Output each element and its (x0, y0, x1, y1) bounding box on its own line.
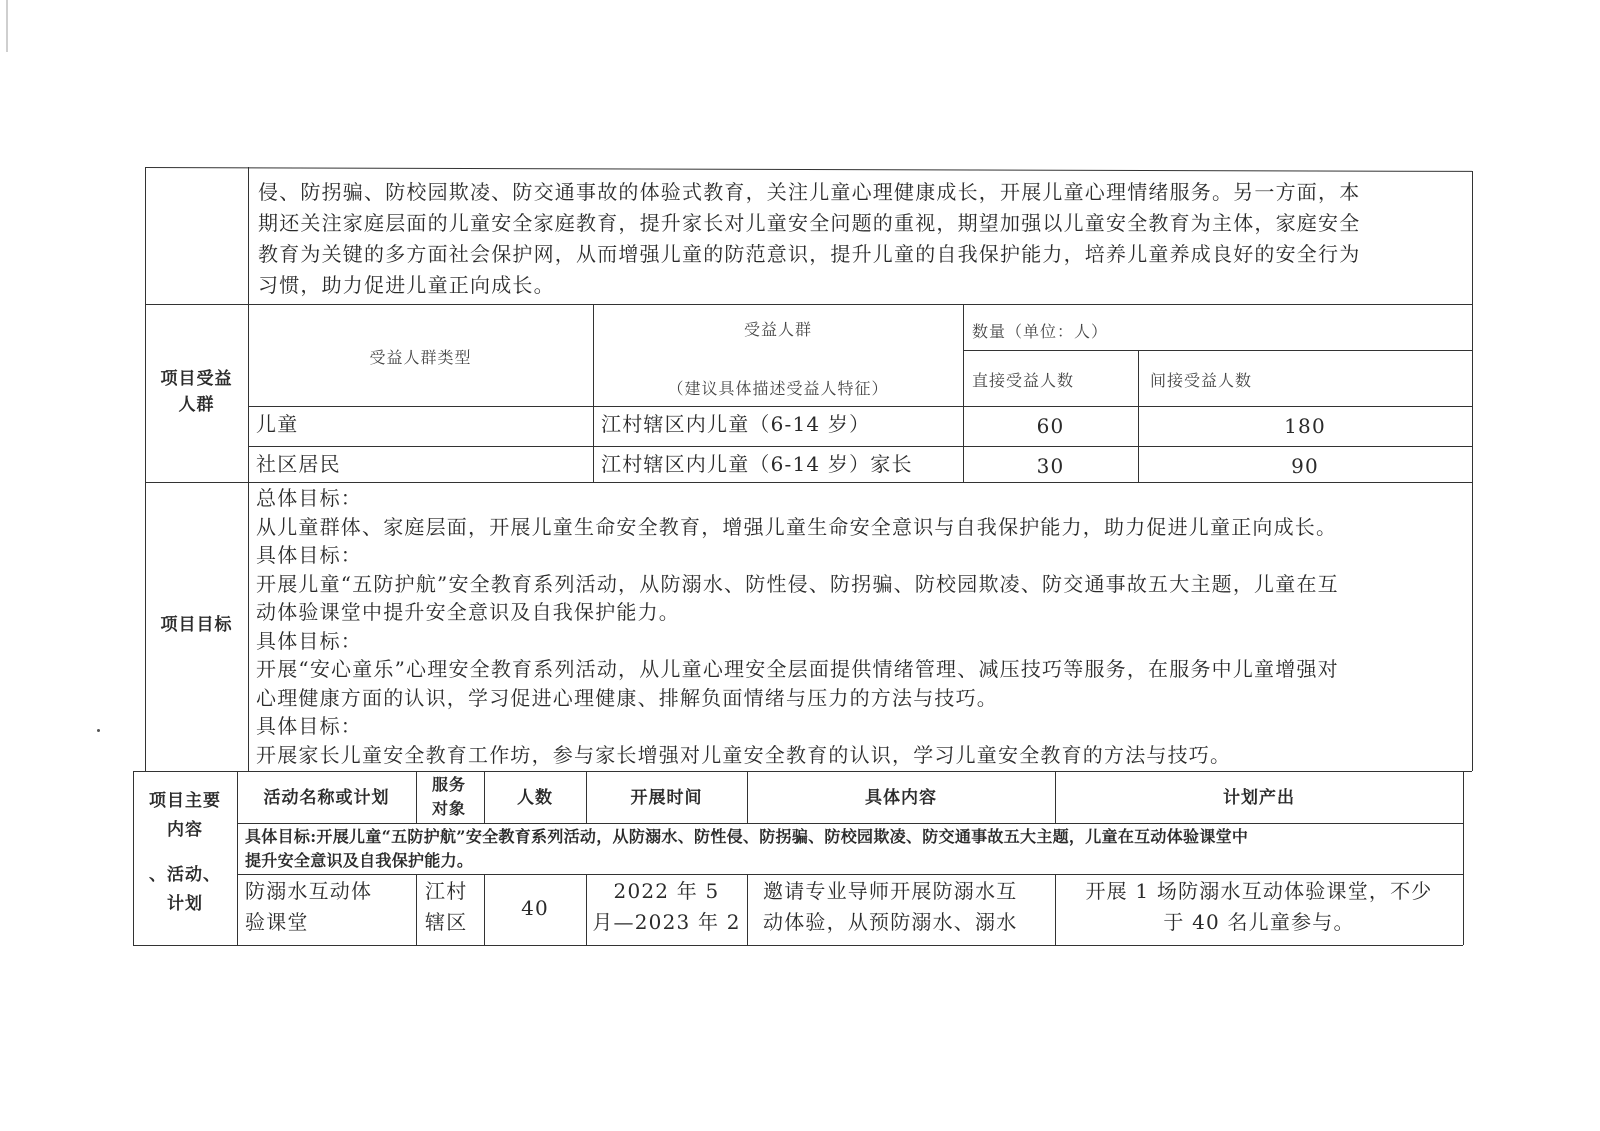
beneficiary-header-rule (248, 406, 1472, 407)
goals-line: 具体目标： (256, 628, 362, 653)
indirect-count: 90 (1291, 454, 1319, 478)
intro-line: 教育为关键的多方面社会保护网，从而增强儿童的防范意识，提升儿童的自我保护能力，培养儿童养成良好的安全行为 (258, 242, 1361, 266)
activity-output (1058, 876, 1460, 938)
activity-target (425, 876, 483, 938)
goals-line: 开展“安心童乐”心理安全教育系列活动，从儿童心理安全层面提供情绪管理、减压技巧等服务，在服务中儿童增强对 (256, 657, 1339, 681)
goals-right-border (1472, 482, 1473, 771)
goals-line: 开展儿童“五防护航”安全教育系列活动，从防溺水、防性侵、防拐骗、防校园欺凌、防交通事故五大主题，儿童在互 (256, 571, 1339, 596)
goals-line: 开展家长儿童安全教育工作坊，参与家长增强对儿童安全教育的认识，学习儿童安全教育的方法与技巧。 (256, 742, 1232, 767)
direct-header: 直接受益人数 (972, 371, 1075, 390)
beneficiary-group-header: 受益人群 (743, 320, 812, 339)
activities-label-line: 项目主要 (149, 791, 221, 811)
intro-divider (248, 167, 249, 304)
activity-time-line: 2022 年 5 (613, 879, 720, 903)
beneficiary-group: 江村辖区内儿童（6-14 岁）家长 (601, 452, 913, 476)
direct-count: 30 (1036, 454, 1065, 478)
header-planned-output: 计划产出 (1223, 788, 1295, 808)
beneficiary-type: 社区居民 (256, 452, 341, 476)
header-service-target: 服务 对象 (431, 775, 466, 818)
activities-right-border (1463, 771, 1464, 945)
scan-dot (97, 729, 100, 732)
activities-goal-text (245, 825, 1460, 873)
act-row-col-4 (747, 874, 748, 945)
beneficiary-group: 江村辖区内儿童（6-14 岁） (601, 412, 871, 436)
goals-top-border (145, 482, 1472, 483)
count-header-rule (963, 350, 1472, 351)
activity-name-line: 防溺水互动体 (245, 879, 373, 903)
intro-right-border (1472, 171, 1473, 304)
count-header: 数量（单位：人） (972, 322, 1109, 341)
indirect-header: 间接受益人数 (1150, 371, 1253, 390)
activities-label-line: 、活动、 (149, 865, 221, 885)
activities-label (133, 787, 237, 919)
intro-line: 期还关注家庭层面的儿童安全家庭教育，提升家长对儿童安全问题的重视，期望加强以儿童安全教育为主体，家庭安全 (258, 211, 1361, 235)
goals-line: 具体目标： (256, 714, 362, 738)
activities-goal-line: 提升安全意识及自我保护能力。 (245, 851, 474, 870)
goals-line: 从儿童群体、家庭层面，开展儿童生命安全教育，增强儿童生命安全意识与自我保护能力，助力促进儿童正向成长。 (256, 514, 1338, 539)
intro-left-border (145, 167, 146, 304)
act-row-col-5 (1055, 874, 1056, 945)
beneficiary-type: 儿童 (256, 412, 299, 436)
header-content: 具体内容 (865, 788, 937, 808)
activity-content (763, 876, 1053, 938)
activities-top-border (133, 771, 1472, 772)
beneficiary-top-border (145, 304, 1472, 305)
intro-text (258, 177, 1463, 302)
direct-count: 60 (1036, 414, 1065, 438)
activities-goal-line: 具体目标:开展儿童“五防护航”安全教育系列活动，从防溺水、防性侵、防拐骗、防校园欺凌、防交通事故五大主题，儿童在互动体验课堂中 (245, 827, 1249, 846)
act-row-col-1 (416, 874, 417, 945)
beneficiary-type-header: 受益人群类型 (369, 348, 472, 367)
act-header-rule (237, 823, 1463, 824)
activity-content-line: 邀请专业导师开展防溺水互 (763, 879, 1018, 903)
activity-name (245, 876, 415, 938)
header-start-time: 开展时间 (630, 788, 703, 808)
beneficiary-right-border (1472, 304, 1473, 482)
goals-line: 动体验课堂中提升安全意识及自我保护能力。 (256, 600, 680, 624)
activity-target-line: 江村 (425, 879, 468, 903)
beneficiary-divider (248, 304, 249, 482)
beneficiary-group-note: （建议具体描述受益人特征） (667, 379, 889, 398)
activity-target-line: 辖区 (425, 910, 468, 934)
beneficiary-row-rule (248, 446, 1472, 447)
intro-line: 习惯，助力促进儿童正向成长。 (258, 273, 555, 297)
activity-time (586, 876, 747, 938)
activity-content-line: 动体验，从预防溺水、溺水 (763, 910, 1018, 934)
act-col-1 (416, 771, 417, 823)
goals-divider (248, 482, 249, 771)
goals-line: 具体目标： (256, 543, 362, 567)
activity-time-line: 月—2023 年 2 (592, 910, 741, 934)
activities-bottom-border (133, 945, 1463, 946)
header-activity-name: 活动名称或计划 (263, 788, 390, 808)
intro-top-border (145, 167, 1472, 172)
goals-line: 总体目标： (256, 486, 362, 510)
activity-output-line: 于 40 名儿童参与。 (1163, 910, 1355, 934)
goals-line: 心理健康方面的认识，学习促进心理健康、排解负面情绪与压力的方法与技巧。 (256, 685, 998, 710)
beneficiary-label: 项目受益 人群 (160, 369, 233, 415)
scan-edge-mark (6, 0, 8, 52)
goals-text (256, 484, 1468, 769)
header-people-count: 人数 (517, 788, 553, 808)
activities-label-line: 内容 (167, 820, 203, 840)
activity-output-line: 开展 1 场防溺水互动体验课堂，不少 (1085, 879, 1433, 903)
indirect-count: 180 (1284, 414, 1326, 438)
activity-count: 40 (521, 896, 549, 920)
intro-line: 侵、防拐骗、防校园欺凌、防交通事故的体验式教育，关注儿童心理健康成长，开展儿童心理情绪服务。另一方面，本 (258, 180, 1361, 204)
act-goal-rule (237, 874, 1463, 875)
goals-label: 项目目标 (160, 615, 233, 635)
activities-label-line: 计划 (167, 894, 203, 914)
activity-name-line: 验课堂 (245, 910, 309, 934)
